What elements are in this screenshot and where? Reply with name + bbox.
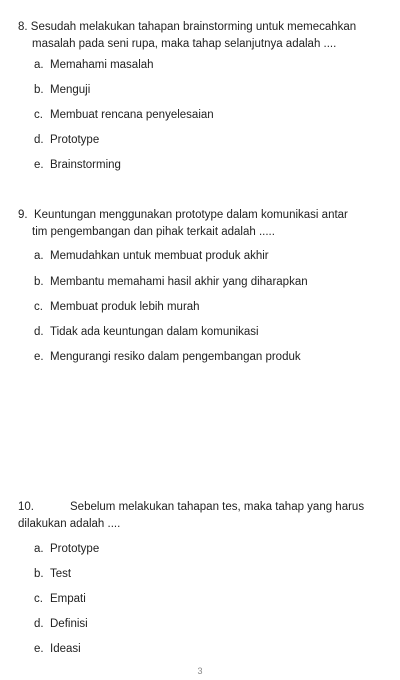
option-letter: c.: [34, 109, 43, 121]
option-text: Memahami masalah: [50, 59, 154, 71]
option-e[interactable]: [34, 157, 121, 174]
option-text: Empati: [50, 593, 86, 605]
option-text: Membuat produk lebih murah: [50, 301, 200, 313]
question-stem-line-1: [18, 207, 390, 224]
option-e[interactable]: [34, 641, 81, 658]
option-b[interactable]: [34, 274, 308, 291]
option-d[interactable]: [34, 324, 259, 341]
question-stem-text: Sebelum melakukan tahapan tes, maka tahap yang harus: [70, 501, 365, 513]
question-stem-text: masalah pada seni rupa, maka tahap selanjutnya adalah ....: [32, 38, 337, 50]
question-stem-line-1: [18, 19, 390, 36]
option-c[interactable]: [34, 107, 214, 124]
option-text: Test: [50, 568, 72, 580]
question-stem: [18, 207, 390, 241]
option-text: Mengurangi resiko dalam pengembangan produk: [50, 351, 301, 363]
question-stem-text: Sesudah melakukan tahapan brainstorming untuk memecahkan: [30, 21, 357, 33]
question-stem-text: Keuntungan menggunakan prototype dalam komunikasi antar: [33, 209, 348, 221]
option-letter: a.: [34, 250, 44, 262]
option-letter: c.: [34, 301, 43, 313]
option-d[interactable]: [34, 616, 88, 633]
question-stem-text: tim pengembangan dan pihak terkait adalah .....: [32, 226, 275, 238]
option-letter: e.: [34, 643, 44, 655]
page-number: 3: [197, 666, 203, 676]
option-b[interactable]: [34, 82, 90, 99]
question-stem-line-2: [18, 516, 390, 533]
option-text: Memudahkan untuk membuat produk akhir: [50, 250, 269, 262]
option-letter: c.: [34, 593, 43, 605]
option-text: Definisi: [50, 618, 88, 630]
option-text: Menguji: [50, 84, 91, 96]
option-text: Tidak ada keuntungan dalam komunikasi: [50, 326, 259, 338]
option-letter: b.: [34, 568, 44, 580]
option-a[interactable]: [34, 248, 269, 265]
option-letter: d.: [34, 326, 44, 338]
option-letter: b.: [34, 84, 44, 96]
option-text: Brainstorming: [50, 159, 121, 171]
option-c[interactable]: [34, 591, 86, 608]
question-number: 10.: [18, 501, 34, 513]
option-letter: e.: [34, 351, 44, 363]
option-letter: d.: [34, 618, 44, 630]
question-stem-line-2: [18, 224, 390, 241]
option-letter: d.: [34, 134, 44, 146]
option-e[interactable]: [34, 349, 301, 366]
question-stem: [18, 19, 390, 53]
option-text: Ideasi: [50, 643, 81, 655]
question-number: 8.: [18, 21, 28, 33]
option-text: Prototype: [50, 134, 100, 146]
question-stem-line-1: [18, 499, 390, 516]
option-letter: e.: [34, 159, 44, 171]
question-stem: [18, 499, 390, 533]
option-text: Prototype: [50, 543, 100, 555]
question-stem-line-2: [18, 36, 390, 53]
question-stem-text: dilakukan adalah ....: [18, 518, 121, 530]
option-c[interactable]: [34, 299, 200, 316]
option-letter: a.: [34, 59, 44, 71]
option-letter: b.: [34, 276, 44, 288]
option-letter: a.: [34, 543, 44, 555]
option-text: Membuat rencana penyelesaian: [50, 109, 214, 121]
option-b[interactable]: [34, 566, 71, 583]
option-text: Membantu memahami hasil akhir yang diharapkan: [50, 276, 308, 288]
option-a[interactable]: [34, 541, 99, 558]
question-number: 9.: [18, 209, 28, 221]
option-a[interactable]: [34, 57, 154, 74]
option-d[interactable]: [34, 132, 99, 149]
